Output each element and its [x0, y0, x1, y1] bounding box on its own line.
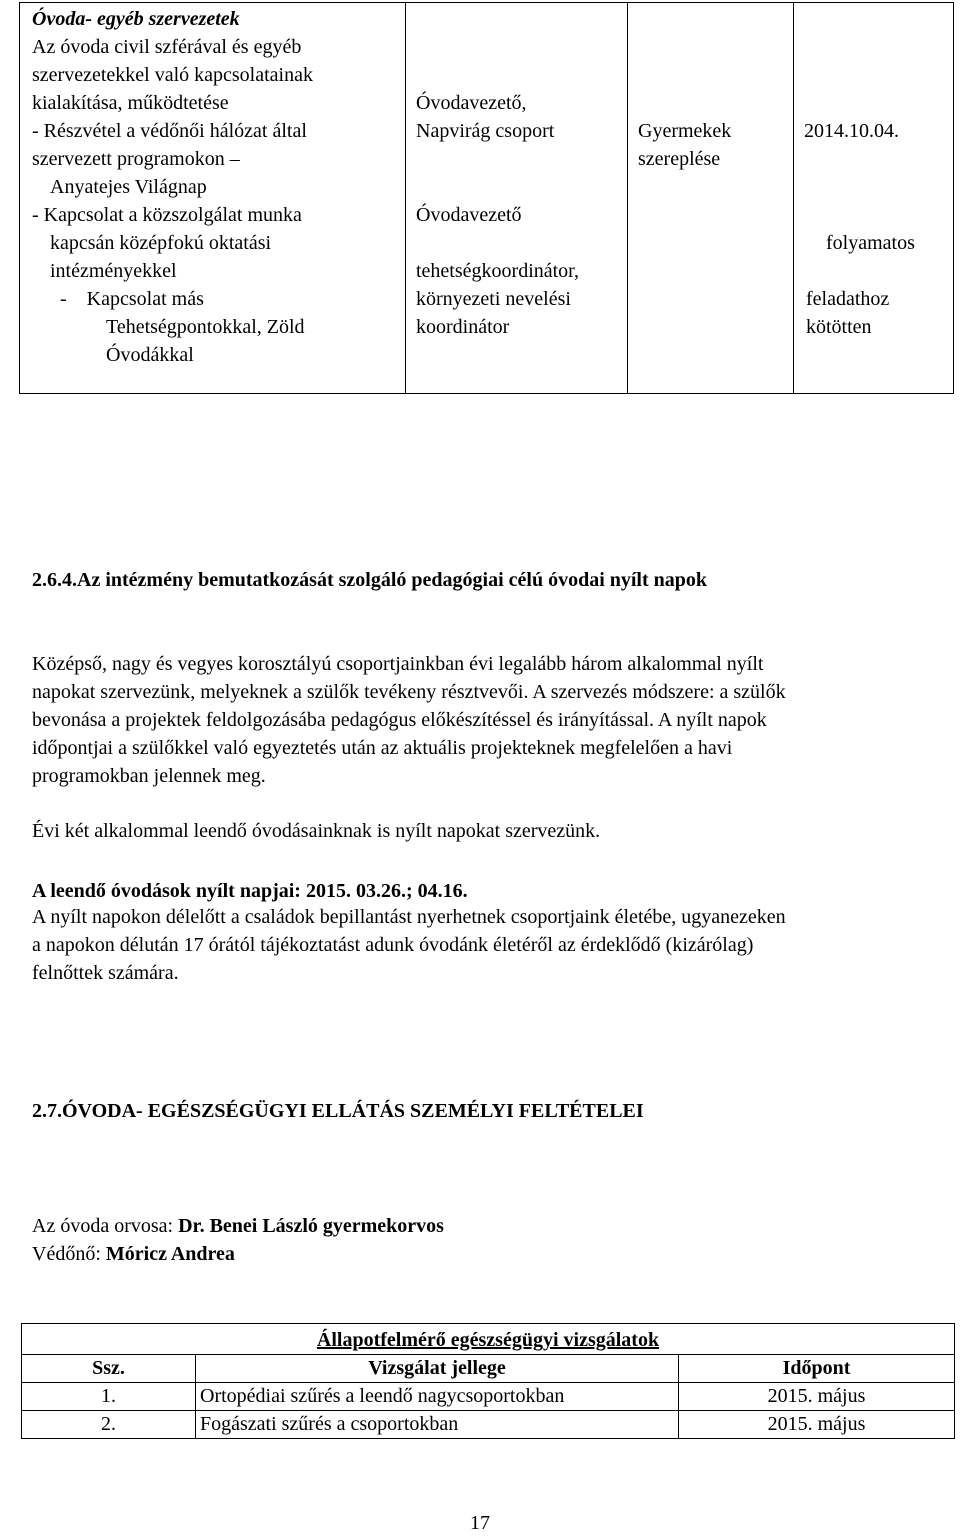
cell-line: Napvirág csoport: [416, 120, 555, 142]
paragraph-line: a napokon délután 17 órától tájékoztatást adunk óvodánk életéről az érdeklődő (kizárólag): [32, 934, 754, 956]
table-cell: 2015. május: [679, 1411, 955, 1439]
table-cell: Ortopédiai szűrés a leendő nagycsoportokban: [196, 1383, 679, 1411]
section-heading: 2.7.ÓVODA- EGÉSZSÉGÜGYI ELLÁTÁS SZEMÉLYI FELTÉTELEI: [32, 1100, 644, 1122]
table-row: [22, 1411, 955, 1439]
table-header-row: [22, 1355, 955, 1383]
table-cell-activity: [20, 3, 406, 393]
table-cell-date: [794, 3, 955, 393]
cell-line: Tehetségpontokkal, Zöld: [106, 316, 305, 338]
doctor-line: [32, 1212, 444, 1240]
paragraph-line: Évi két alkalommal leendő óvodásainknak is nyílt napokat szervezünk.: [32, 820, 601, 842]
cell-date: 2014.10.04.: [804, 120, 899, 142]
header-cell: Időpont: [679, 1355, 955, 1383]
cell-line: szereplése: [638, 148, 721, 170]
paragraph-line: felnőttek számára.: [32, 962, 179, 984]
cell-line: kapcsán középfokú oktatási: [50, 232, 272, 254]
cell-line: kialakítása, működtetése: [32, 92, 229, 114]
cell-line: - Kapcsolat más: [60, 288, 204, 310]
cell-line: Anyatejes Világnap: [50, 176, 207, 198]
nurse-label: Védőnő:: [32, 1243, 106, 1265]
paragraph-line: A nyílt napokon délelőtt a családok bepillantást nyerhetnek csoportjaink életébe, ugyanezeken: [32, 906, 786, 928]
cell-line: Óvodákkal: [106, 344, 194, 366]
cell-line: koordinátor: [416, 316, 510, 338]
table-cell-type: [628, 3, 794, 393]
paragraph-line: időpontjai a szülőkkel való egyeztetés után az aktuális projekteknek megfelelően a havi: [32, 737, 733, 759]
paragraph-line: napokat szervezünk, melyeknek a szülők tevékeny résztvevői. A szervezés módszere: a szülők: [32, 681, 786, 703]
cell-line: környezeti nevelési: [416, 288, 571, 310]
cell-title: Óvoda- egyéb szervezetek: [32, 8, 240, 30]
table-cell-responsible: [406, 3, 628, 393]
cell-line: folyamatos: [826, 232, 915, 254]
table-title: Állapotfelmérő egészségügyi vizsgálatok: [22, 1324, 955, 1355]
table-row: [22, 1383, 955, 1411]
table-cell: 1.: [22, 1383, 196, 1411]
open-days-line: A leendő óvodások nyílt napjai: 2015. 03.26.; 04.16.: [32, 880, 468, 902]
nurse-line: [32, 1240, 235, 1268]
nurse-name: Móricz Andrea: [105, 1243, 235, 1265]
cell-line: Óvodavezető: [416, 204, 522, 226]
cell-line: Az óvoda civil szférával és egyéb: [32, 36, 302, 58]
table-cell: 2.: [22, 1411, 196, 1439]
table-cell: 2015. május: [679, 1383, 955, 1411]
section-heading: 2.6.4.Az intézmény bemutatkozását szolgáló pedagógiai célú óvodai nyílt napok: [32, 569, 708, 591]
cell-line: szervezetekkel való kapcsolatainak: [32, 64, 313, 86]
table-title-row: [22, 1324, 955, 1355]
cell-line: feladathoz: [806, 288, 890, 310]
cell-line: - Részvétel a védőnői hálózat által: [32, 120, 307, 142]
header-cell: Vizsgálat jellege: [196, 1355, 679, 1383]
doctor-name: Dr. Benei László gyermekorvos: [178, 1215, 444, 1237]
doctor-label: Az óvoda orvosa:: [32, 1215, 179, 1237]
header-cell: Ssz.: [22, 1355, 196, 1383]
cell-line: tehetségkoordinátor,: [416, 260, 580, 282]
table-cell: Fogászati szűrés a csoportokban: [196, 1411, 679, 1439]
cell-line: Óvodavezető,: [416, 92, 527, 114]
paragraph-line: programokban jelennek meg.: [32, 765, 266, 787]
page-number: 17: [470, 1512, 490, 1534]
cell-line: intézményekkel: [50, 260, 177, 282]
cell-line: - Kapcsolat a közszolgálat munka: [32, 204, 302, 226]
activities-table: [19, 2, 954, 394]
cell-line: Gyermekek: [638, 120, 732, 142]
cell-line: szervezett programokon –: [32, 148, 240, 170]
health-exam-table: [21, 1323, 955, 1439]
paragraph-line: bevonása a projektek feldolgozásába pedagógus előkészítéssel és irányítással. A nyílt napok: [32, 709, 767, 731]
paragraph-line: Középső, nagy és vegyes korosztályú csoportjainkban évi legalább három alkalommal nyílt: [32, 653, 764, 675]
cell-line: kötötten: [806, 316, 872, 338]
